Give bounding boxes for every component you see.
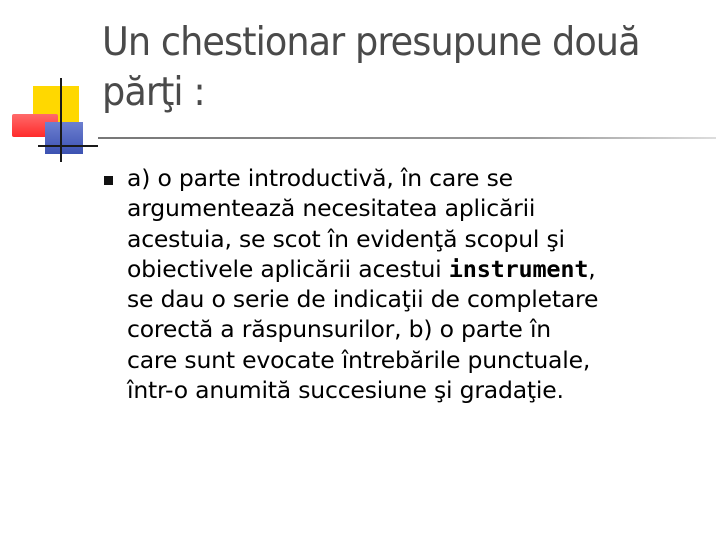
slide-decoration xyxy=(0,0,110,170)
bullet-text-part-1: a) o parte introductivă, în care se argumentează necesitatea aplicării acestuia, se scot în evidenţă scopul şi obiectivele aplicării acestui xyxy=(127,164,565,283)
vertical-line-decoration xyxy=(60,78,62,162)
horizontal-line-decoration xyxy=(38,145,98,147)
bullet-text xyxy=(127,163,717,405)
bullet-text-bold: instrument xyxy=(448,254,589,283)
blue-square-decoration xyxy=(45,122,83,154)
bullet-square-icon xyxy=(104,176,113,185)
bullet-text-part-2: , se dau o serie de indicaţii de completare corectă a răspunsurilor, b) o parte în care sunt evocate întrebările punctuale, într-o anumită succesiune şi gradaţie. xyxy=(127,254,599,405)
slide-title: Un chestionar presupune două părţi : xyxy=(102,20,640,115)
title-underline xyxy=(98,137,716,139)
